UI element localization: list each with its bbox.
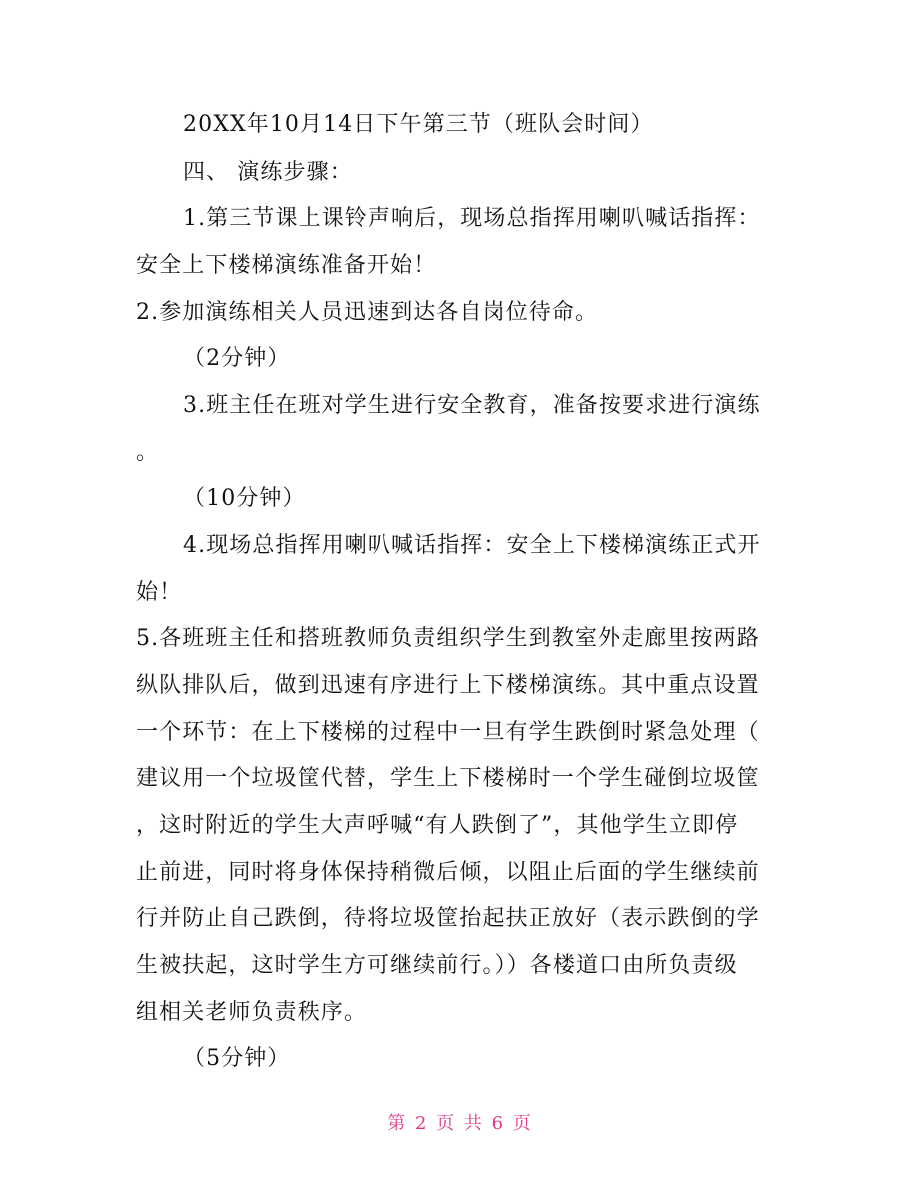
step-4-line-1: 4.现场总指挥用喇叭喊话指挥：安全上下楼梯演练正式开	[183, 533, 761, 558]
step-2-line: 2.参加演练相关人员迅速到达各自岗位待命。	[136, 300, 599, 325]
step-5-line-3: 一个环节：在上下楼梯的过程中一旦有学生跌倒时紧急处理（	[136, 720, 760, 745]
page-number-footer: 第 2 页 共 6 页	[387, 1113, 533, 1134]
step-2-duration: （2分钟）	[183, 346, 291, 371]
step-5-line-7: 行并防止自己跌倒，待将垃圾筐抬起扶正放好（表示跌倒的学	[136, 906, 760, 931]
step-3-duration: （10分钟）	[183, 486, 306, 511]
step-5-line-2: 纵队排队后，做到迅速有序进行上下楼梯演练。其中重点设置	[136, 673, 760, 698]
step-5-line-5: ，这时附近的学生大声呼喊“有人跌倒了”，其他学生立即停	[136, 813, 739, 838]
step-1-line-2: 安全上下楼梯演练准备开始！	[136, 253, 437, 278]
step-5-line-1: 5.各班班主任和搭班教师负责组织学生到教室外走廊里按两路	[136, 626, 760, 651]
step-1-line-1: 1.第三节课上课铃声响后，现场总指挥用喇叭喊话指挥：	[183, 206, 761, 231]
step-5-line-9: 组相关老师负责秩序。	[136, 1000, 368, 1025]
step-3-line-2: 。	[136, 440, 160, 465]
step-5-duration: （5分钟）	[183, 1046, 291, 1071]
schedule-time-line: 20XX年10月14日下午第三节（班队会时间）	[183, 112, 654, 137]
step-3-line-1: 3.班主任在班对学生进行安全教育，准备按要求进行演练	[183, 393, 761, 418]
section-heading: 四、 演练步骤：	[183, 160, 353, 185]
step-5-line-8: 生被扶起，这时学生方可继续前行。））各楼道口由所负责级	[136, 953, 738, 978]
step-4-line-2: 始！	[136, 580, 183, 605]
step-5-line-4: 建议用一个垃圾筐代替，学生上下楼梯时一个学生碰倒垃圾筐	[136, 766, 760, 791]
step-5-line-6: 止前进，同时将身体保持稍微后倾，以阻止后面的学生继续前	[136, 860, 760, 885]
